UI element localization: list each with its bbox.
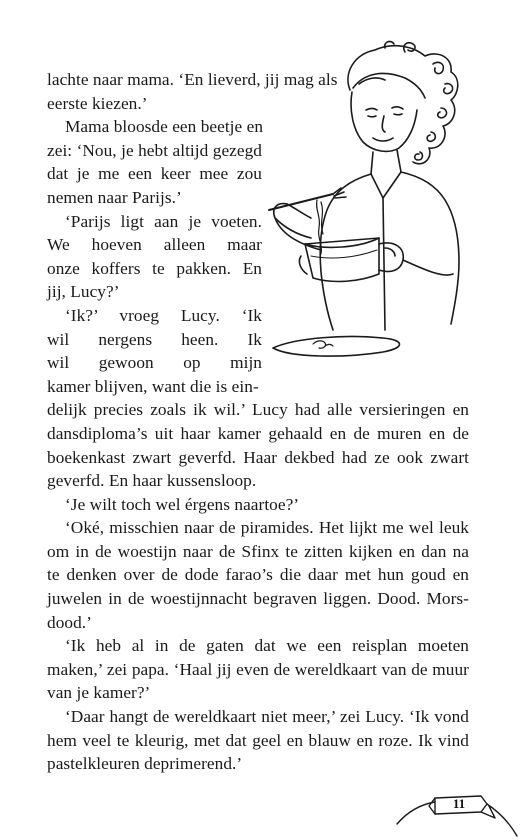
text-line: zei: ‘Nou, je hebt altijd gezegd (47, 140, 262, 160)
text-line: ‘Oké, misschien naar de piramides. Het lijkt me wel leuk (65, 518, 469, 538)
story-text (47, 68, 469, 776)
text-line: wil gewoon op mijn (47, 353, 262, 373)
text-line: dood.’ (47, 612, 92, 632)
text-line: ‘Parijs ligt aan je voeten. (65, 211, 262, 231)
text-line: eerste kiezen.’ (47, 93, 148, 113)
text-line: hem veel te kleurig, met dat geel en blauw en roze. Ik vind (47, 730, 469, 750)
text-line: van je kamer?’ (47, 683, 151, 703)
text-line: te denken over de dode farao’s die daar met hun goud en (47, 565, 469, 585)
text-line: lachte naar mama. ‘En lieverd, jij mag als (47, 70, 338, 89)
text-line: jij, Lucy?’ (47, 282, 120, 302)
text-line: onze koffers te pakken. En (47, 258, 262, 278)
text-line: boekenkast zwart geverfd. Haar dekbed had ze ook zwart (47, 447, 469, 467)
text-line: kamer blijven, want die is ein- (47, 376, 259, 396)
text-line: ‘Daar hangt de wereldkaart niet meer,’ zei Lucy. ‘Ik vond (65, 707, 469, 727)
text-line: We hoeven alleen maar (47, 235, 262, 255)
text-line: dansdiploma’s uit haar kamer gehaald en de muren en de (47, 423, 469, 443)
text-line: nemen naar Parijs.’ (47, 187, 182, 207)
text-line: ‘Ik?’ vroeg Lucy. ‘Ik (65, 305, 262, 325)
text-line: geverfd. En haar kussensloop. (47, 471, 257, 491)
text-line: dat je me een keer mee zou (47, 164, 262, 184)
text-line: delijk precies zoals ik wil.’ Lucy had alle versieringen en (47, 400, 469, 420)
text-line: pastelkleuren deprimerend.’ (47, 754, 243, 774)
text-line: Mama bloosde een beetje en (65, 117, 264, 137)
text-line: om in de woestijn naar de Sfinx te zitten kijken en dan na (47, 541, 469, 561)
text-line: juwelen in de woestijnnacht begraven liggen. Dood. Mors- (47, 589, 469, 609)
text-line: ‘Je wilt toch wel érgens naartoe?’ (65, 494, 300, 514)
text-line: wil nergens heen. Ik (47, 329, 262, 349)
page-number: 11 (452, 796, 466, 811)
text-line: maken,’ zei papa. ‘Haal jij even de wereldkaart van de muur (47, 659, 469, 679)
text-line: ‘Ik heb al in de gaten dat we een reisplan moeten (65, 636, 469, 656)
